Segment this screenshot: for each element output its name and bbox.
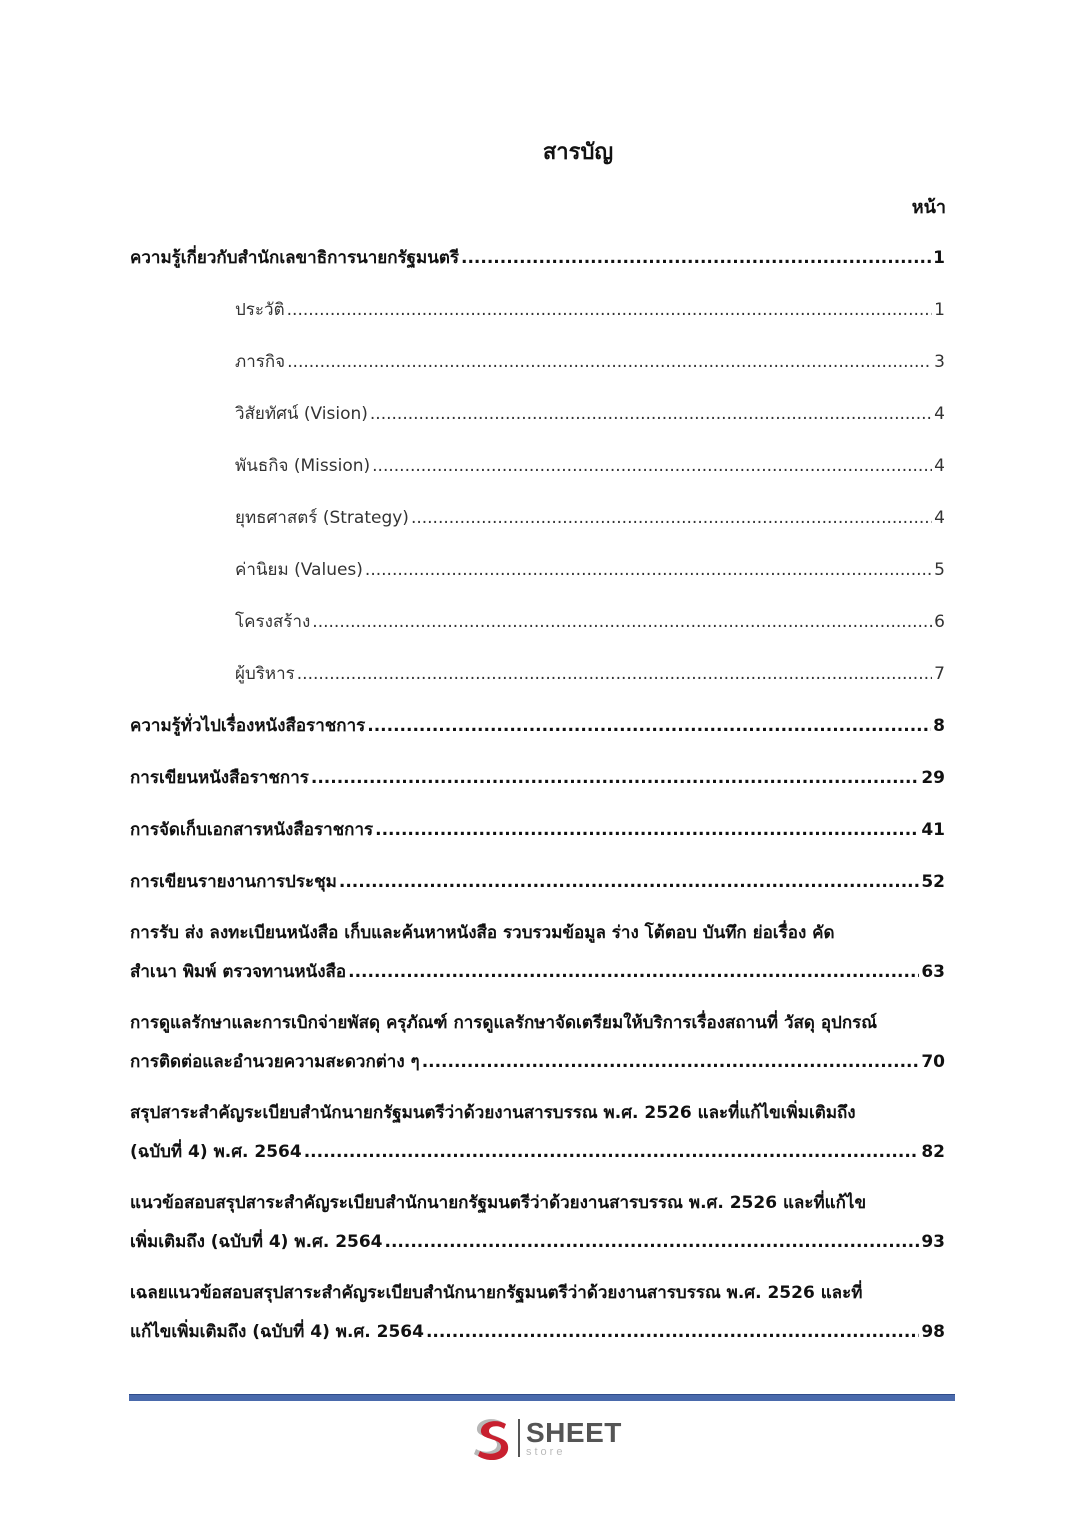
toc-entry[interactable]	[130, 868, 945, 920]
toc-subentry[interactable]	[130, 556, 945, 608]
logo-word: SHEET	[526, 1416, 622, 1448]
dot-leader	[348, 962, 919, 982]
toc-entry-text-line2: แก้ไขเพิ่มเติมถึง (ฉบับที่ 4) พ.ศ. 2564	[130, 1322, 424, 1342]
toc-entry-text: ความรู้เกี่ยวกับสำนักเลขาธิการนายกรัฐมนตรี	[130, 248, 460, 268]
toc-entry-page: 6	[934, 612, 945, 632]
toc-entry-text: พันธกิจ (Mission)	[235, 456, 371, 476]
toc-entry-page: 70	[921, 1052, 945, 1072]
toc-entry-text-line1: การรับ ส่ง ลงทะเบียนหนังสือ เก็บและค้นหาหนังสือ รวบรวมข้อมูล ร่าง โต้ตอบ บันทึก ย่อเรื่อง คัด	[130, 923, 835, 943]
toc-entry-page: 4	[934, 456, 945, 476]
logo-subword: store	[526, 1445, 566, 1458]
toc-entry-page: 8	[933, 716, 945, 736]
toc-entry-page: 4	[934, 508, 945, 528]
dot-leader	[367, 716, 931, 736]
toc-entry-text: การจัดเก็บเอกสารหนังสือราชการ	[130, 820, 374, 840]
dot-leader	[385, 1232, 920, 1252]
toc-entry-text-line2: การติดต่อและอำนวยความสะดวกต่าง ๆ	[130, 1052, 420, 1072]
sheet-store-s-icon	[470, 1416, 512, 1460]
dot-leader	[287, 352, 932, 372]
toc-subentry[interactable]	[130, 608, 945, 660]
toc-entry-text: การเขียนรายงานการประชุม	[130, 872, 337, 892]
toc-subentry[interactable]	[130, 400, 945, 452]
toc-entry-text: โครงสร้าง	[235, 612, 311, 632]
toc-entry-text-line2: สำเนา พิมพ์ ตรวจทานหนังสือ	[130, 962, 347, 982]
dot-leader	[287, 300, 933, 320]
sheet-store-logo	[470, 1414, 630, 1462]
toc-entry[interactable]	[130, 816, 945, 868]
toc-entry-page: 3	[934, 352, 945, 372]
toc-entry-multiline[interactable]	[130, 920, 945, 1010]
toc-entry-text-line2: เพิ่มเติมถึง (ฉบับที่ 4) พ.ศ. 2564	[130, 1232, 383, 1252]
toc-entry-text: ประวัติ	[235, 300, 285, 320]
toc-entry-page: 7	[934, 664, 945, 684]
dot-leader	[297, 664, 932, 684]
toc-entry-text: ความรู้ทั่วไปเรื่องหนังสือราชการ	[130, 716, 366, 736]
toc-entry-page: 41	[921, 820, 945, 840]
toc-entry-text: วิสัยทัศน์ (Vision)	[235, 404, 368, 424]
toc-entry-text-line1: การดูแลรักษาและการเบิกจ่ายพัสดุ ครุภัณฑ์ การดูแลรักษาจัดเตรียมให้บริการเรื่องสถานที่ วัสดุ อุปกรณ์	[130, 1013, 878, 1033]
toc-entry-page: 5	[934, 560, 945, 580]
toc-entry[interactable]	[130, 712, 945, 764]
toc-entry-page: 82	[921, 1142, 945, 1162]
toc-entry-page: 93	[921, 1232, 945, 1252]
toc-subentry[interactable]	[130, 296, 945, 348]
footer-rule	[129, 1394, 955, 1401]
toc-entry-multiline[interactable]	[130, 1010, 945, 1100]
dot-leader	[370, 404, 932, 424]
dot-leader	[304, 1142, 920, 1162]
toc-entry-text-line1: สรุปสาระสำคัญระเบียบสำนักนายกรัฐมนตรีว่าด้วยงานสารบรรณ พ.ศ. 2526 และที่แก้ไขเพิ่มเติมถึง	[130, 1103, 856, 1123]
dot-leader	[372, 456, 932, 476]
toc-entry-page: 1	[933, 248, 945, 268]
toc-entry-text: ภารกิจ	[235, 352, 286, 372]
dot-leader	[339, 872, 919, 892]
toc-title: สารบัญ	[542, 140, 614, 165]
toc-subentry[interactable]	[130, 348, 945, 400]
toc-entry-page: 52	[921, 872, 945, 892]
dot-leader	[312, 612, 932, 632]
toc-entry-page: 29	[921, 768, 945, 788]
toc-entry-text: ผู้บริหาร	[235, 664, 295, 684]
toc-entry-page: 1	[934, 300, 945, 320]
toc-entry-multiline[interactable]	[130, 1100, 945, 1190]
toc-entry-text: ค่านิยม (Values)	[235, 560, 363, 580]
dot-leader	[422, 1052, 920, 1072]
toc-entry-text-line1: เฉลยแนวข้อสอบสรุปสาระสำคัญระเบียบสำนักนายกรัฐมนตรีว่าด้วยงานสารบรรณ พ.ศ. 2526 และที่	[130, 1283, 863, 1303]
logo-divider	[518, 1419, 520, 1457]
toc-entry[interactable]	[130, 764, 945, 816]
toc-entry-page: 63	[921, 962, 945, 982]
dot-leader	[426, 1322, 919, 1342]
toc-entry-multiline[interactable]	[130, 1280, 945, 1370]
toc-entry[interactable]	[130, 244, 945, 296]
dot-leader	[461, 248, 931, 268]
toc-subentry[interactable]	[130, 452, 945, 504]
dot-leader	[365, 560, 932, 580]
toc-entry-text-line2: (ฉบับที่ 4) พ.ศ. 2564	[130, 1142, 302, 1162]
dot-leader	[375, 820, 919, 840]
page-column-label: หน้า	[911, 197, 946, 218]
toc-entry-multiline[interactable]	[130, 1190, 945, 1280]
dot-leader	[311, 768, 919, 788]
toc-subentry[interactable]	[130, 660, 945, 712]
dot-leader	[411, 508, 932, 528]
toc-entry-page: 4	[934, 404, 945, 424]
toc-entry-text-line1: แนวข้อสอบสรุปสาระสำคัญระเบียบสำนักนายกรัฐมนตรีว่าด้วยงานสารบรรณ พ.ศ. 2526 และที่แก้ไข	[130, 1193, 867, 1213]
table-of-contents	[130, 244, 945, 1370]
toc-subentry[interactable]	[130, 504, 945, 556]
toc-entry-text: ยุทธศาสตร์ (Strategy)	[235, 508, 409, 528]
toc-entry-page: 98	[921, 1322, 945, 1342]
toc-entry-text: การเขียนหนังสือราชการ	[130, 768, 309, 788]
